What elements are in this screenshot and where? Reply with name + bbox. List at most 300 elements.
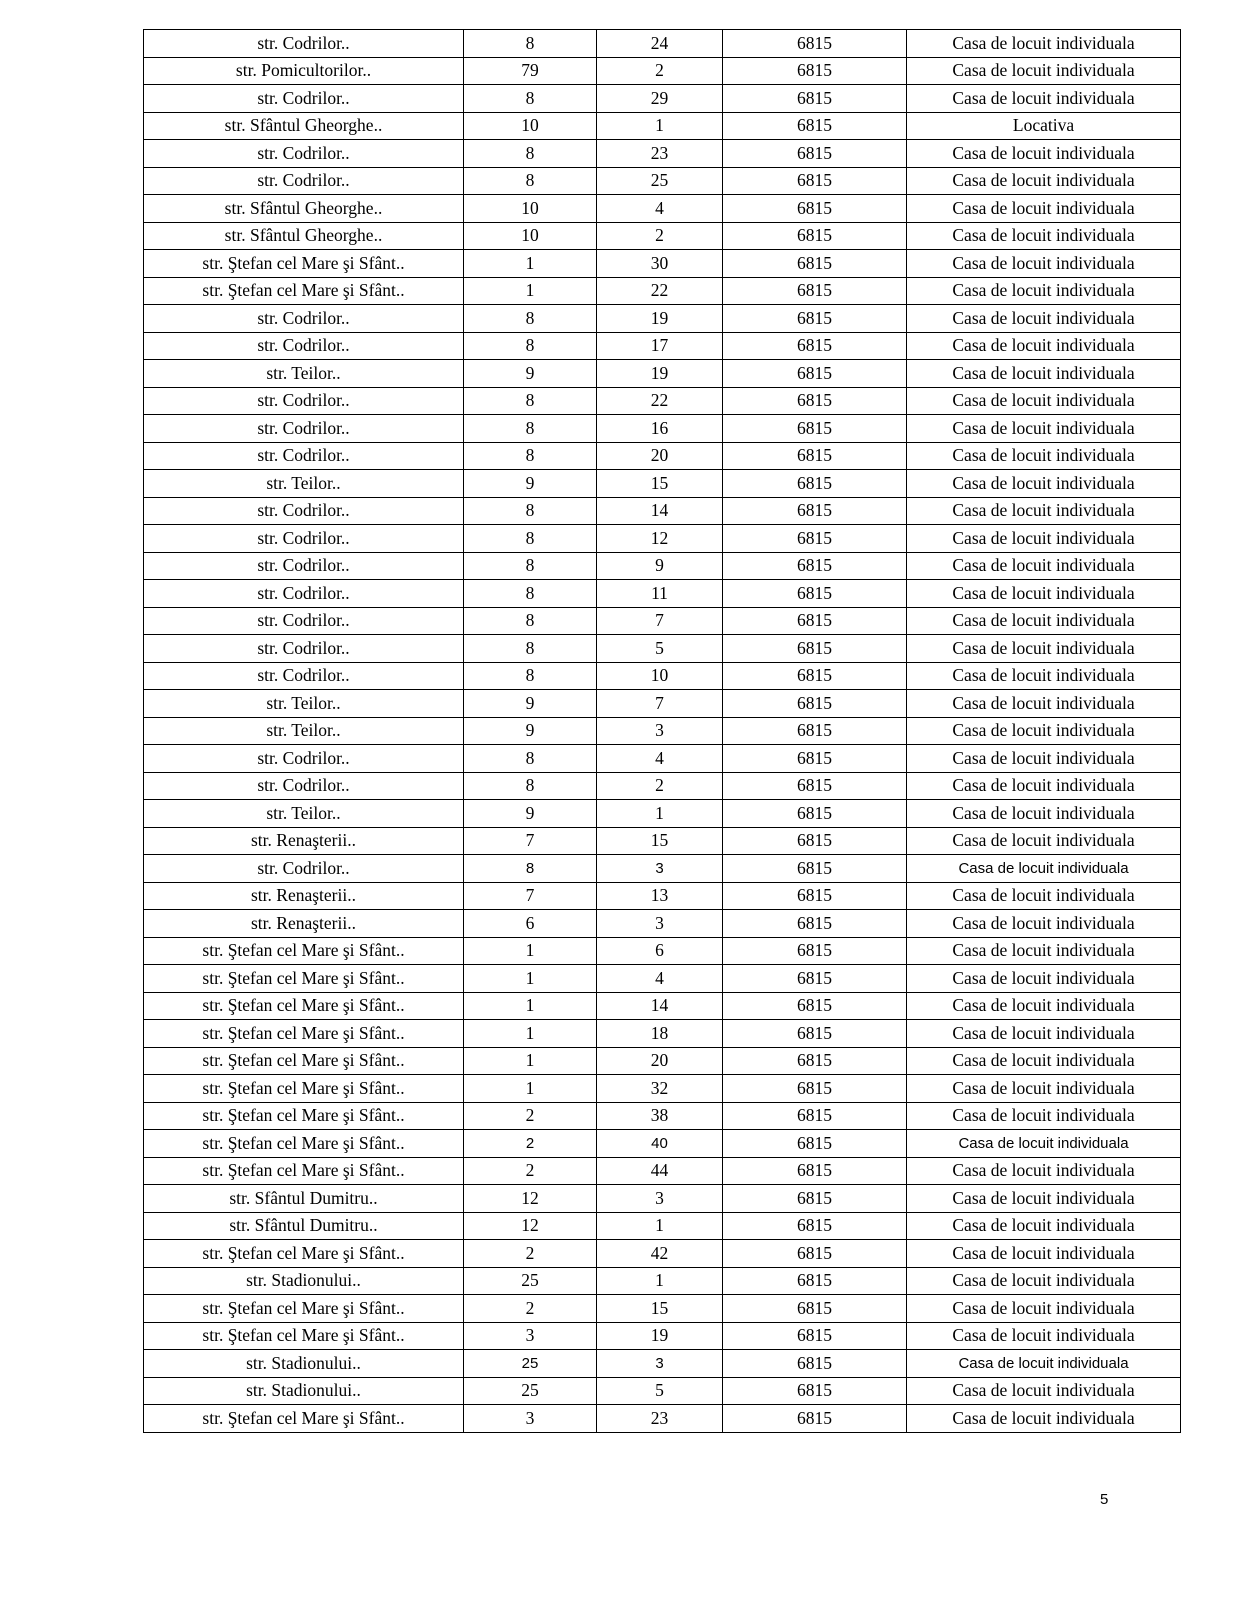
number-b-cell: 13	[597, 882, 723, 910]
type-cell: Casa de locuit individuala	[907, 1405, 1181, 1433]
type-cell: Casa de locuit individuala	[907, 690, 1181, 718]
number-a-cell: 3	[464, 1322, 597, 1350]
table-row	[144, 745, 1181, 773]
table-row	[144, 1075, 1181, 1103]
number-b-cell: 23	[597, 1405, 723, 1433]
table-row	[144, 662, 1181, 690]
code-cell: 6815	[723, 910, 907, 938]
number-b-cell: 5	[597, 635, 723, 663]
street-cell: str. Sfântul Dumitru..	[144, 1212, 464, 1240]
code-cell: 6815	[723, 717, 907, 745]
type-cell: Casa de locuit individuala	[907, 525, 1181, 553]
code-cell: 6815	[723, 965, 907, 993]
number-a-cell: 8	[464, 525, 597, 553]
number-b-cell: 4	[597, 965, 723, 993]
code-cell: 6815	[723, 745, 907, 773]
code-cell: 6815	[723, 360, 907, 388]
number-b-cell: 22	[597, 277, 723, 305]
number-b-cell: 16	[597, 415, 723, 443]
number-a-cell: 9	[464, 470, 597, 498]
type-cell: Casa de locuit individuala	[907, 415, 1181, 443]
number-a-cell: 25	[464, 1350, 597, 1378]
number-b-cell: 20	[597, 442, 723, 470]
number-b-cell: 2	[597, 222, 723, 250]
type-cell: Casa de locuit individuala	[907, 1185, 1181, 1213]
number-a-cell: 12	[464, 1212, 597, 1240]
number-b-cell: 18	[597, 1020, 723, 1048]
number-b-cell: 40	[597, 1130, 723, 1158]
code-cell: 6815	[723, 827, 907, 855]
type-cell: Casa de locuit individuala	[907, 1157, 1181, 1185]
type-cell: Casa de locuit individuala	[907, 470, 1181, 498]
table-row	[144, 277, 1181, 305]
street-cell: str. Ştefan cel Mare şi Sfânt..	[144, 1102, 464, 1130]
street-cell: str. Sfântul Gheorghe..	[144, 112, 464, 140]
number-a-cell: 2	[464, 1102, 597, 1130]
number-b-cell: 12	[597, 525, 723, 553]
street-cell: str. Codrilor..	[144, 525, 464, 553]
type-cell: Casa de locuit individuala	[907, 745, 1181, 773]
table-row	[144, 305, 1181, 333]
type-cell: Casa de locuit individuala	[907, 772, 1181, 800]
table-row	[144, 112, 1181, 140]
type-cell: Casa de locuit individuala	[907, 497, 1181, 525]
code-cell: 6815	[723, 855, 907, 883]
street-cell: str. Ştefan cel Mare şi Sfânt..	[144, 1157, 464, 1185]
code-cell: 6815	[723, 442, 907, 470]
number-a-cell: 1	[464, 1075, 597, 1103]
number-a-cell: 25	[464, 1267, 597, 1295]
table-row	[144, 415, 1181, 443]
street-cell: str. Teilor..	[144, 800, 464, 828]
code-cell: 6815	[723, 112, 907, 140]
number-a-cell: 8	[464, 387, 597, 415]
number-b-cell: 5	[597, 1377, 723, 1405]
code-cell: 6815	[723, 1295, 907, 1323]
table-row	[144, 1130, 1181, 1158]
type-cell: Casa de locuit individuala	[907, 167, 1181, 195]
type-cell: Casa de locuit individuala	[907, 222, 1181, 250]
table-row	[144, 635, 1181, 663]
street-cell: str. Ştefan cel Mare şi Sfânt..	[144, 1405, 464, 1433]
table-row	[144, 1322, 1181, 1350]
street-cell: str. Codrilor..	[144, 442, 464, 470]
number-a-cell: 8	[464, 745, 597, 773]
table-row	[144, 1267, 1181, 1295]
number-b-cell: 14	[597, 497, 723, 525]
type-cell: Casa de locuit individuala	[907, 250, 1181, 278]
number-b-cell: 23	[597, 140, 723, 168]
table-row	[144, 1240, 1181, 1268]
street-cell: str. Codrilor..	[144, 305, 464, 333]
street-cell: str. Codrilor..	[144, 167, 464, 195]
street-cell: str. Ştefan cel Mare şi Sfânt..	[144, 1240, 464, 1268]
number-b-cell: 3	[597, 910, 723, 938]
code-cell: 6815	[723, 580, 907, 608]
type-cell: Casa de locuit individuala	[907, 1295, 1181, 1323]
number-a-cell: 8	[464, 497, 597, 525]
number-a-cell: 2	[464, 1295, 597, 1323]
number-a-cell: 8	[464, 552, 597, 580]
code-cell: 6815	[723, 882, 907, 910]
type-cell: Casa de locuit individuala	[907, 552, 1181, 580]
type-cell: Casa de locuit individuala	[907, 1130, 1181, 1158]
type-cell: Casa de locuit individuala	[907, 195, 1181, 223]
type-cell: Casa de locuit individuala	[907, 662, 1181, 690]
code-cell: 6815	[723, 552, 907, 580]
street-cell: str. Ştefan cel Mare şi Sfânt..	[144, 965, 464, 993]
table-row	[144, 607, 1181, 635]
type-cell: Casa de locuit individuala	[907, 442, 1181, 470]
street-cell: str. Sfântul Dumitru..	[144, 1185, 464, 1213]
number-a-cell: 1	[464, 992, 597, 1020]
code-cell: 6815	[723, 1240, 907, 1268]
number-a-cell: 8	[464, 415, 597, 443]
number-a-cell: 1	[464, 965, 597, 993]
table-row	[144, 1047, 1181, 1075]
street-cell: str. Ştefan cel Mare şi Sfânt..	[144, 937, 464, 965]
code-cell: 6815	[723, 30, 907, 58]
number-b-cell: 15	[597, 470, 723, 498]
type-cell: Locativa	[907, 112, 1181, 140]
page-number: 5	[1100, 1491, 1109, 1508]
number-a-cell: 8	[464, 167, 597, 195]
type-cell: Casa de locuit individuala	[907, 1047, 1181, 1075]
number-b-cell: 19	[597, 1322, 723, 1350]
street-cell: str. Teilor..	[144, 360, 464, 388]
code-cell: 6815	[723, 607, 907, 635]
table-row	[144, 1377, 1181, 1405]
number-b-cell: 3	[597, 855, 723, 883]
number-a-cell: 2	[464, 1157, 597, 1185]
street-cell: str. Codrilor..	[144, 415, 464, 443]
code-cell: 6815	[723, 635, 907, 663]
code-cell: 6815	[723, 470, 907, 498]
code-cell: 6815	[723, 250, 907, 278]
number-a-cell: 8	[464, 442, 597, 470]
type-cell: Casa de locuit individuala	[907, 1267, 1181, 1295]
code-cell: 6815	[723, 1322, 907, 1350]
street-cell: str. Ştefan cel Mare şi Sfânt..	[144, 1047, 464, 1075]
type-cell: Casa de locuit individuala	[907, 910, 1181, 938]
number-a-cell: 10	[464, 195, 597, 223]
number-b-cell: 11	[597, 580, 723, 608]
table-row	[144, 855, 1181, 883]
number-b-cell: 19	[597, 360, 723, 388]
street-cell: str. Ştefan cel Mare şi Sfânt..	[144, 250, 464, 278]
table-row	[144, 85, 1181, 113]
type-cell: Casa de locuit individuala	[907, 332, 1181, 360]
number-a-cell: 1	[464, 250, 597, 278]
number-a-cell: 8	[464, 607, 597, 635]
code-cell: 6815	[723, 415, 907, 443]
street-cell: str. Codrilor..	[144, 140, 464, 168]
number-a-cell: 2	[464, 1130, 597, 1158]
type-cell: Casa de locuit individuala	[907, 1075, 1181, 1103]
street-cell: str. Codrilor..	[144, 85, 464, 113]
code-cell: 6815	[723, 1350, 907, 1378]
code-cell: 6815	[723, 1020, 907, 1048]
type-cell: Casa de locuit individuala	[907, 57, 1181, 85]
table-row	[144, 937, 1181, 965]
number-b-cell: 2	[597, 57, 723, 85]
street-cell: str. Ştefan cel Mare şi Sfânt..	[144, 992, 464, 1020]
code-cell: 6815	[723, 222, 907, 250]
number-a-cell: 12	[464, 1185, 597, 1213]
code-cell: 6815	[723, 1102, 907, 1130]
number-a-cell: 8	[464, 140, 597, 168]
code-cell: 6815	[723, 1075, 907, 1103]
table-row	[144, 470, 1181, 498]
code-cell: 6815	[723, 1157, 907, 1185]
table-row	[144, 360, 1181, 388]
number-b-cell: 38	[597, 1102, 723, 1130]
code-cell: 6815	[723, 1185, 907, 1213]
type-cell: Casa de locuit individuala	[907, 580, 1181, 608]
table-row	[144, 332, 1181, 360]
type-cell: Casa de locuit individuala	[907, 882, 1181, 910]
table-row	[144, 1185, 1181, 1213]
code-cell: 6815	[723, 387, 907, 415]
type-cell: Casa de locuit individuala	[907, 387, 1181, 415]
number-b-cell: 22	[597, 387, 723, 415]
table-row	[144, 965, 1181, 993]
number-b-cell: 2	[597, 772, 723, 800]
number-a-cell: 8	[464, 85, 597, 113]
code-cell: 6815	[723, 497, 907, 525]
street-cell: str. Stadionului..	[144, 1377, 464, 1405]
street-cell: str. Renaşterii..	[144, 827, 464, 855]
number-b-cell: 3	[597, 717, 723, 745]
type-cell: Casa de locuit individuala	[907, 30, 1181, 58]
street-cell: str. Renaşterii..	[144, 910, 464, 938]
street-cell: str. Codrilor..	[144, 772, 464, 800]
street-cell: str. Codrilor..	[144, 635, 464, 663]
code-cell: 6815	[723, 305, 907, 333]
street-cell: str. Teilor..	[144, 690, 464, 718]
type-cell: Casa de locuit individuala	[907, 1350, 1181, 1378]
table-row	[144, 1405, 1181, 1433]
table-row	[144, 1295, 1181, 1323]
number-b-cell: 9	[597, 552, 723, 580]
table-row	[144, 195, 1181, 223]
number-b-cell: 7	[597, 607, 723, 635]
code-cell: 6815	[723, 167, 907, 195]
street-cell: str. Ştefan cel Mare şi Sfânt..	[144, 1295, 464, 1323]
number-b-cell: 7	[597, 690, 723, 718]
code-cell: 6815	[723, 57, 907, 85]
table-row	[144, 910, 1181, 938]
number-b-cell: 44	[597, 1157, 723, 1185]
number-a-cell: 9	[464, 717, 597, 745]
code-cell: 6815	[723, 992, 907, 1020]
number-b-cell: 19	[597, 305, 723, 333]
property-table-body	[144, 30, 1181, 1433]
number-a-cell: 9	[464, 360, 597, 388]
type-cell: Casa de locuit individuala	[907, 937, 1181, 965]
table-row	[144, 882, 1181, 910]
street-cell: str. Sfântul Gheorghe..	[144, 222, 464, 250]
number-b-cell: 1	[597, 1267, 723, 1295]
street-cell: str. Sfântul Gheorghe..	[144, 195, 464, 223]
table-row	[144, 1020, 1181, 1048]
number-b-cell: 4	[597, 745, 723, 773]
street-cell: str. Stadionului..	[144, 1350, 464, 1378]
street-cell: str. Teilor..	[144, 717, 464, 745]
property-table	[143, 29, 1181, 1433]
number-b-cell: 32	[597, 1075, 723, 1103]
number-a-cell: 6	[464, 910, 597, 938]
street-cell: str. Codrilor..	[144, 607, 464, 635]
number-a-cell: 8	[464, 30, 597, 58]
type-cell: Casa de locuit individuala	[907, 140, 1181, 168]
table-row	[144, 1212, 1181, 1240]
street-cell: str. Ştefan cel Mare şi Sfânt..	[144, 1322, 464, 1350]
number-a-cell: 7	[464, 827, 597, 855]
number-a-cell: 10	[464, 112, 597, 140]
table-row	[144, 387, 1181, 415]
type-cell: Casa de locuit individuala	[907, 1377, 1181, 1405]
code-cell: 6815	[723, 937, 907, 965]
number-b-cell: 10	[597, 662, 723, 690]
street-cell: str. Codrilor..	[144, 387, 464, 415]
number-a-cell: 8	[464, 305, 597, 333]
table-row	[144, 552, 1181, 580]
table-row	[144, 690, 1181, 718]
number-a-cell: 8	[464, 772, 597, 800]
number-a-cell: 1	[464, 937, 597, 965]
code-cell: 6815	[723, 1267, 907, 1295]
number-b-cell: 30	[597, 250, 723, 278]
code-cell: 6815	[723, 662, 907, 690]
street-cell: str. Codrilor..	[144, 552, 464, 580]
table-row	[144, 497, 1181, 525]
number-a-cell: 8	[464, 580, 597, 608]
code-cell: 6815	[723, 1212, 907, 1240]
code-cell: 6815	[723, 195, 907, 223]
code-cell: 6815	[723, 1130, 907, 1158]
type-cell: Casa de locuit individuala	[907, 827, 1181, 855]
code-cell: 6815	[723, 525, 907, 553]
number-a-cell: 8	[464, 635, 597, 663]
street-cell: str. Codrilor..	[144, 855, 464, 883]
number-b-cell: 1	[597, 1212, 723, 1240]
number-a-cell: 1	[464, 1020, 597, 1048]
type-cell: Casa de locuit individuala	[907, 277, 1181, 305]
number-b-cell: 1	[597, 800, 723, 828]
type-cell: Casa de locuit individuala	[907, 635, 1181, 663]
number-b-cell: 3	[597, 1350, 723, 1378]
type-cell: Casa de locuit individuala	[907, 360, 1181, 388]
code-cell: 6815	[723, 1047, 907, 1075]
type-cell: Casa de locuit individuala	[907, 717, 1181, 745]
number-b-cell: 15	[597, 1295, 723, 1323]
table-row	[144, 167, 1181, 195]
number-b-cell: 42	[597, 1240, 723, 1268]
number-b-cell: 29	[597, 85, 723, 113]
number-a-cell: 9	[464, 800, 597, 828]
code-cell: 6815	[723, 1405, 907, 1433]
table-row	[144, 1350, 1181, 1378]
number-a-cell: 79	[464, 57, 597, 85]
street-cell: str. Stadionului..	[144, 1267, 464, 1295]
table-row	[144, 30, 1181, 58]
street-cell: str. Codrilor..	[144, 30, 464, 58]
number-b-cell: 14	[597, 992, 723, 1020]
street-cell: str. Ştefan cel Mare şi Sfânt..	[144, 1075, 464, 1103]
table-row	[144, 222, 1181, 250]
table-row	[144, 57, 1181, 85]
code-cell: 6815	[723, 772, 907, 800]
type-cell: Casa de locuit individuala	[907, 965, 1181, 993]
number-a-cell: 1	[464, 277, 597, 305]
table-row	[144, 1102, 1181, 1130]
number-a-cell: 3	[464, 1405, 597, 1433]
number-a-cell: 8	[464, 662, 597, 690]
type-cell: Casa de locuit individuala	[907, 992, 1181, 1020]
table-row	[144, 1157, 1181, 1185]
number-b-cell: 3	[597, 1185, 723, 1213]
type-cell: Casa de locuit individuala	[907, 855, 1181, 883]
street-cell: str. Codrilor..	[144, 662, 464, 690]
street-cell: str. Codrilor..	[144, 745, 464, 773]
number-b-cell: 6	[597, 937, 723, 965]
type-cell: Casa de locuit individuala	[907, 607, 1181, 635]
code-cell: 6815	[723, 85, 907, 113]
street-cell: str. Codrilor..	[144, 497, 464, 525]
number-a-cell: 9	[464, 690, 597, 718]
table-row	[144, 827, 1181, 855]
street-cell: str. Pomicultorilor..	[144, 57, 464, 85]
number-b-cell: 4	[597, 195, 723, 223]
number-b-cell: 17	[597, 332, 723, 360]
type-cell: Casa de locuit individuala	[907, 305, 1181, 333]
table-row	[144, 442, 1181, 470]
table-row	[144, 992, 1181, 1020]
table-row	[144, 717, 1181, 745]
code-cell: 6815	[723, 1377, 907, 1405]
number-a-cell: 25	[464, 1377, 597, 1405]
type-cell: Casa de locuit individuala	[907, 1212, 1181, 1240]
street-cell: str. Ştefan cel Mare şi Sfânt..	[144, 277, 464, 305]
type-cell: Casa de locuit individuala	[907, 1240, 1181, 1268]
number-a-cell: 2	[464, 1240, 597, 1268]
table-row	[144, 772, 1181, 800]
number-b-cell: 24	[597, 30, 723, 58]
street-cell: str. Ştefan cel Mare şi Sfânt..	[144, 1130, 464, 1158]
type-cell: Casa de locuit individuala	[907, 85, 1181, 113]
table-row	[144, 580, 1181, 608]
number-a-cell: 1	[464, 1047, 597, 1075]
code-cell: 6815	[723, 277, 907, 305]
street-cell: str. Teilor..	[144, 470, 464, 498]
number-b-cell: 15	[597, 827, 723, 855]
number-a-cell: 7	[464, 882, 597, 910]
number-b-cell: 1	[597, 112, 723, 140]
type-cell: Casa de locuit individuala	[907, 1020, 1181, 1048]
street-cell: str. Codrilor..	[144, 580, 464, 608]
street-cell: str. Ştefan cel Mare şi Sfânt..	[144, 1020, 464, 1048]
number-a-cell: 8	[464, 855, 597, 883]
code-cell: 6815	[723, 690, 907, 718]
number-a-cell: 8	[464, 332, 597, 360]
number-b-cell: 25	[597, 167, 723, 195]
code-cell: 6815	[723, 332, 907, 360]
type-cell: Casa de locuit individuala	[907, 1322, 1181, 1350]
number-b-cell: 20	[597, 1047, 723, 1075]
type-cell: Casa de locuit individuala	[907, 800, 1181, 828]
street-cell: str. Codrilor..	[144, 332, 464, 360]
